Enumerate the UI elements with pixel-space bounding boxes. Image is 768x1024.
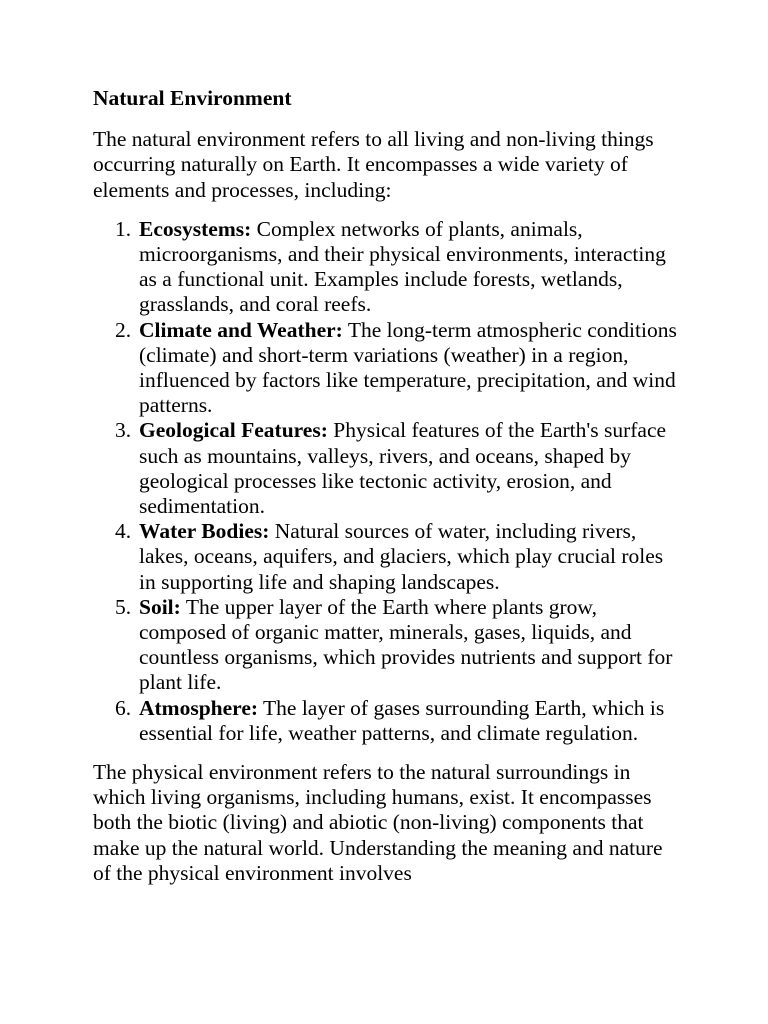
closing-paragraph: The physical environment refers to the natural surroundings in which living organisms, including humans, exist. It encompasses both the biotic (living) and abiotic (non-living) components that make up the natural world. Understanding the meaning and nature of the physical environment involves <box>93 760 663 885</box>
list-item <box>115 695 683 746</box>
list-item-text: Physical features of the Earth's surface such as mountains, valleys, rivers, and oceans, shaped by geological processes like tectonic activity, erosion, and sedimentation. <box>139 418 667 519</box>
list-item-text: The layer of gases surrounding Earth, which is essential for life, weather patterns, and climate regulation. <box>139 695 665 745</box>
list-item-text: Natural sources of water, including rivers, lakes, oceans, aquifers, and glaciers, which play crucial roles in supporting life and shaping landscapes. <box>139 519 664 594</box>
list-item <box>115 594 683 696</box>
list-item-term: Atmosphere: <box>139 695 259 720</box>
list-item-text: The upper layer of the Earth where plants grow, composed of organic matter, minerals, gases, liquids, and countless organisms, which provides nutrients and support for plant life. <box>139 594 673 695</box>
list-item-term: Water Bodies: <box>139 519 270 544</box>
list-item <box>115 317 683 419</box>
list-item-term: Geological Features: <box>139 418 328 443</box>
list-item-text: Complex networks of plants, animals, microorganisms, and their physical environments, interacting as a functional unit. Examples include forests, wetlands, grasslands, and coral reefs. <box>139 216 666 317</box>
list-item-term: Ecosystems: <box>139 216 252 241</box>
list-item <box>115 418 683 519</box>
list-item <box>115 519 683 595</box>
list-item-term: Soil: <box>139 594 181 619</box>
list-item-number: 5. <box>115 594 132 619</box>
element-list <box>93 217 683 746</box>
list-item-number: 4. <box>115 519 132 544</box>
list-item <box>115 216 683 318</box>
document-title: Natural Environment <box>93 86 292 110</box>
list-item-number: 6. <box>115 695 132 720</box>
intro-paragraph: The natural environment refers to all living and non-living things occurring naturally on Earth. It encompasses a wide variety of elements and processes, including: <box>93 127 654 202</box>
list-item-number: 2. <box>115 317 132 342</box>
list-item-text: The long-term atmospheric conditions (climate) and short-term variations (weather) in a region, influenced by factors like temperature, precipitation, and wind patterns. <box>139 317 677 418</box>
list-item-number: 1. <box>115 216 132 241</box>
list-item-number: 3. <box>115 418 132 443</box>
document-page <box>93 86 683 886</box>
list-item-term: Climate and Weather: <box>139 317 343 342</box>
